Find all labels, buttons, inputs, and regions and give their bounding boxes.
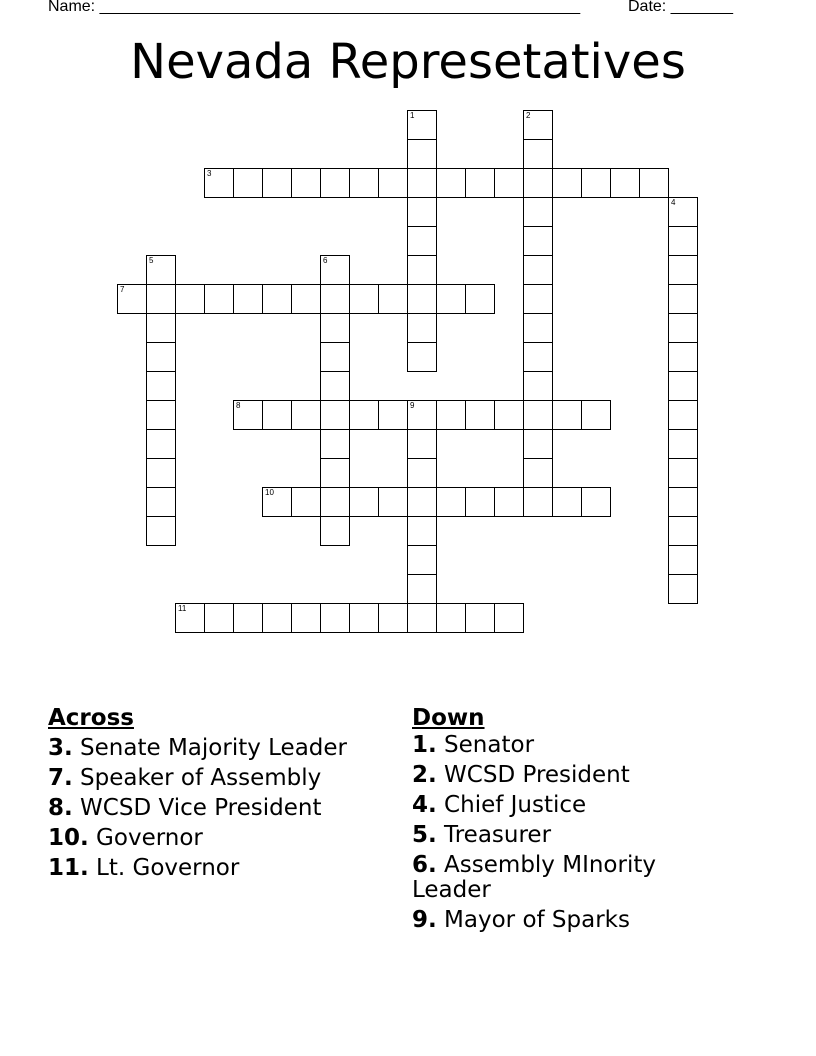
- grid-cell[interactable]: [146, 400, 176, 430]
- page-title: Nevada Represetatives: [130, 34, 686, 90]
- grid-cell[interactable]: [407, 400, 437, 430]
- grid-cell[interactable]: [146, 516, 176, 546]
- down-clue: [412, 853, 712, 903]
- grid-cell[interactable]: [407, 574, 437, 604]
- grid-cell[interactable]: [668, 255, 698, 285]
- grid-cell[interactable]: [407, 458, 437, 488]
- clue-text: Speaker of Assembly: [72, 765, 322, 791]
- grid-cell[interactable]: [668, 574, 698, 604]
- grid-cell[interactable]: [349, 284, 379, 314]
- grid-cell[interactable]: [494, 168, 524, 198]
- grid-cell[interactable]: [436, 168, 466, 198]
- grid-cell[interactable]: [320, 255, 350, 285]
- grid-cell[interactable]: [117, 284, 147, 314]
- grid-cell[interactable]: [407, 487, 437, 517]
- across-heading: Across: [48, 705, 134, 731]
- grid-cell[interactable]: [349, 400, 379, 430]
- grid-cell[interactable]: [233, 400, 263, 430]
- grid-cell[interactable]: [523, 371, 553, 401]
- clue-text: Mayor of Sparks: [436, 907, 630, 933]
- clue-number-label: 5.: [412, 822, 437, 848]
- grid-cell[interactable]: [465, 603, 495, 633]
- across-clue: [48, 733, 398, 763]
- grid-cell[interactable]: [146, 371, 176, 401]
- down-clue: [412, 908, 712, 933]
- grid-cell[interactable]: [523, 458, 553, 488]
- down-clue: [412, 763, 712, 788]
- across-clue: [48, 853, 398, 883]
- grid-cell[interactable]: [523, 313, 553, 343]
- grid-cell[interactable]: [233, 284, 263, 314]
- clue-text: Chief Justice: [436, 792, 587, 818]
- grid-cell[interactable]: [262, 603, 292, 633]
- clue-number-label: 2.: [412, 762, 437, 788]
- grid-cell[interactable]: [320, 371, 350, 401]
- grid-cell[interactable]: [407, 110, 437, 140]
- grid-cell[interactable]: [523, 197, 553, 227]
- clue-number: 9: [410, 401, 415, 410]
- grid-cell[interactable]: [146, 284, 176, 314]
- grid-cell[interactable]: [407, 255, 437, 285]
- clue-number: 2: [526, 111, 531, 120]
- grid-cell[interactable]: [523, 110, 553, 140]
- grid-cell[interactable]: [523, 284, 553, 314]
- grid-cell[interactable]: [407, 284, 437, 314]
- name-field[interactable]: Name: ______________________________________________________: [48, 0, 581, 15]
- down-clue: [412, 733, 712, 758]
- grid-cell[interactable]: [407, 197, 437, 227]
- across-clue: [48, 763, 398, 793]
- clue-text: Assembly MInority Leader: [412, 852, 656, 903]
- grid-cell[interactable]: [523, 168, 553, 198]
- clue-text: Senate Majority Leader: [72, 735, 348, 761]
- grid-cell[interactable]: [552, 487, 582, 517]
- clue-text: Senator: [436, 732, 535, 758]
- clue-number: 6: [323, 256, 328, 265]
- grid-cell[interactable]: [204, 284, 234, 314]
- grid-cell[interactable]: [436, 487, 466, 517]
- grid-cell[interactable]: [668, 458, 698, 488]
- grid-cell[interactable]: [610, 168, 640, 198]
- grid-cell[interactable]: [581, 487, 611, 517]
- grid-cell[interactable]: [378, 284, 408, 314]
- down-clue: [412, 793, 712, 818]
- grid-cell[interactable]: [320, 429, 350, 459]
- clue-number: 11: [178, 604, 187, 613]
- grid-cell[interactable]: [465, 400, 495, 430]
- date-field[interactable]: Date: _______: [628, 0, 733, 15]
- grid-cell[interactable]: [668, 371, 698, 401]
- grid-cell[interactable]: [552, 168, 582, 198]
- clue-number: 8: [236, 401, 241, 410]
- grid-cell[interactable]: [668, 313, 698, 343]
- clue-number: 10: [265, 488, 274, 497]
- grid-cell[interactable]: [291, 168, 321, 198]
- grid-cell[interactable]: [523, 400, 553, 430]
- grid-cell[interactable]: [349, 168, 379, 198]
- grid-cell[interactable]: [262, 487, 292, 517]
- grid-cell[interactable]: [175, 284, 205, 314]
- clue-text: Treasurer: [436, 822, 552, 848]
- grid-cell[interactable]: [436, 284, 466, 314]
- across-clues: [48, 703, 398, 883]
- grid-cell[interactable]: [146, 487, 176, 517]
- clue-number-label: 6.: [412, 852, 437, 878]
- grid-cell[interactable]: [668, 516, 698, 546]
- grid-cell[interactable]: [668, 429, 698, 459]
- grid-cell[interactable]: [581, 168, 611, 198]
- clue-text: WCSD Vice President: [72, 795, 322, 821]
- grid-cell[interactable]: [668, 284, 698, 314]
- clue-number: 5: [149, 256, 154, 265]
- grid-cell[interactable]: [407, 545, 437, 575]
- grid-cell[interactable]: [320, 284, 350, 314]
- grid-cell[interactable]: [320, 458, 350, 488]
- grid-cell[interactable]: [262, 284, 292, 314]
- clue-text: Governor: [88, 825, 203, 851]
- grid-cell[interactable]: [349, 487, 379, 517]
- across-clue: [48, 823, 398, 853]
- grid-cell[interactable]: [465, 487, 495, 517]
- grid-cell[interactable]: [146, 313, 176, 343]
- clue-text: Lt. Governor: [88, 855, 240, 881]
- grid-cell[interactable]: [436, 603, 466, 633]
- grid-cell[interactable]: [146, 342, 176, 372]
- grid-cell[interactable]: [291, 603, 321, 633]
- grid-cell[interactable]: [320, 603, 350, 633]
- down-clue: [412, 823, 712, 848]
- grid-cell[interactable]: [378, 603, 408, 633]
- grid-cell[interactable]: [407, 603, 437, 633]
- grid-cell[interactable]: [320, 342, 350, 372]
- clue-text: WCSD President: [436, 762, 630, 788]
- clue-number: 3: [207, 169, 212, 178]
- grid-cell[interactable]: [291, 400, 321, 430]
- grid-cell[interactable]: [668, 197, 698, 227]
- clue-number-label: 4.: [412, 792, 437, 818]
- grid-cell[interactable]: [291, 284, 321, 314]
- grid-cell[interactable]: [668, 545, 698, 575]
- grid-cell[interactable]: [378, 400, 408, 430]
- grid-cell[interactable]: [291, 487, 321, 517]
- clue-number-label: 11.: [48, 855, 89, 881]
- grid-cell[interactable]: [668, 487, 698, 517]
- grid-cell[interactable]: [233, 168, 263, 198]
- down-clues: [412, 703, 712, 938]
- grid-cell[interactable]: [668, 226, 698, 256]
- grid-cell[interactable]: [639, 168, 669, 198]
- grid-cell[interactable]: [407, 139, 437, 169]
- down-heading: Down: [412, 705, 485, 731]
- grid-cell[interactable]: [320, 313, 350, 343]
- clue-number: 7: [120, 285, 125, 294]
- clue-number-label: 7.: [48, 765, 73, 791]
- grid-cell[interactable]: [407, 313, 437, 343]
- grid-cell[interactable]: [436, 400, 466, 430]
- grid-cell[interactable]: [407, 429, 437, 459]
- grid-cell[interactable]: [494, 603, 524, 633]
- grid-cell[interactable]: [407, 168, 437, 198]
- grid-cell[interactable]: [320, 487, 350, 517]
- grid-cell[interactable]: [262, 400, 292, 430]
- grid-cell[interactable]: [523, 139, 553, 169]
- grid-cell[interactable]: [378, 168, 408, 198]
- grid-cell[interactable]: [523, 429, 553, 459]
- grid-cell[interactable]: [523, 342, 553, 372]
- grid-cell[interactable]: [320, 400, 350, 430]
- clue-number: 4: [671, 198, 676, 207]
- grid-cell[interactable]: [378, 487, 408, 517]
- grid-cell[interactable]: [581, 400, 611, 430]
- grid-cell[interactable]: [146, 255, 176, 285]
- grid-cell[interactable]: [465, 168, 495, 198]
- grid-cell[interactable]: [204, 168, 234, 198]
- grid-cell[interactable]: [146, 429, 176, 459]
- clue-number-label: 1.: [412, 732, 437, 758]
- clue-number-label: 8.: [48, 795, 73, 821]
- grid-cell[interactable]: [349, 603, 379, 633]
- grid-cell[interactable]: [262, 168, 292, 198]
- grid-cell[interactable]: [465, 284, 495, 314]
- grid-cell[interactable]: [523, 487, 553, 517]
- grid-cell[interactable]: [407, 226, 437, 256]
- grid-cell[interactable]: [523, 226, 553, 256]
- grid-cell[interactable]: [233, 603, 263, 633]
- grid-cell[interactable]: [204, 603, 234, 633]
- grid-cell[interactable]: [668, 400, 698, 430]
- clue-number: 1: [410, 111, 415, 120]
- grid-cell[interactable]: [494, 400, 524, 430]
- grid-cell[interactable]: [320, 168, 350, 198]
- clue-number-label: 9.: [412, 907, 437, 933]
- grid-cell[interactable]: [320, 516, 350, 546]
- grid-cell[interactable]: [494, 487, 524, 517]
- grid-cell[interactable]: [175, 603, 205, 633]
- grid-cell[interactable]: [523, 255, 553, 285]
- grid-cell[interactable]: [146, 458, 176, 488]
- clue-number-label: 3.: [48, 735, 73, 761]
- grid-cell[interactable]: [668, 342, 698, 372]
- across-clue: [48, 793, 398, 823]
- clue-number-label: 10.: [48, 825, 89, 851]
- grid-cell[interactable]: [407, 516, 437, 546]
- grid-cell[interactable]: [552, 400, 582, 430]
- grid-cell[interactable]: [407, 342, 437, 372]
